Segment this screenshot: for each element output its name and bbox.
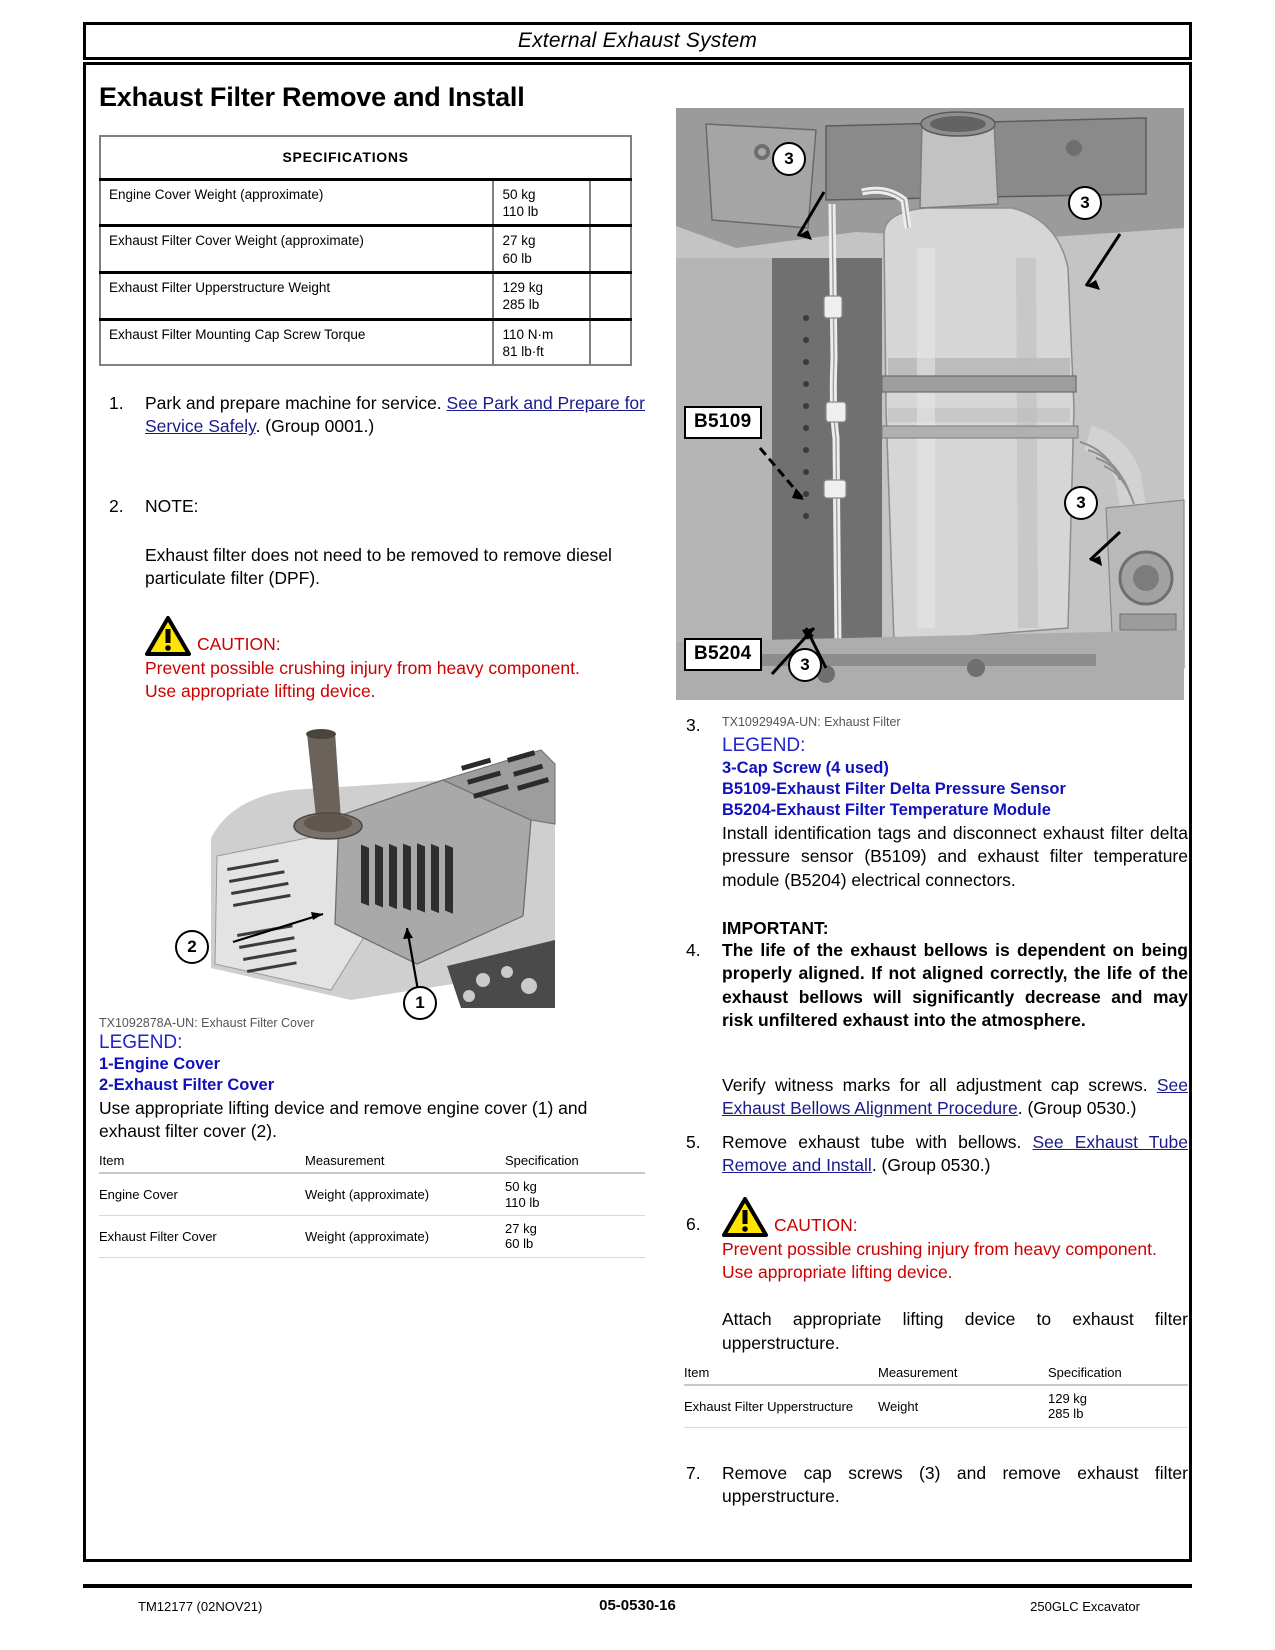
step-5-text xyxy=(722,1131,1188,1178)
page-footer xyxy=(83,1596,1192,1622)
link-exhaust-tube-remove-install[interactable]: See Exhaust Tube Remove and Install xyxy=(722,1131,1188,1175)
mini-spec-imperial: 285 lb xyxy=(1048,1406,1084,1422)
spec-value-imperial: 110 lb xyxy=(502,204,539,220)
exhaust-filter-figure xyxy=(676,108,1188,700)
mini-item: Engine Cover xyxy=(99,1173,305,1215)
spec-value-metric: 110 N·m xyxy=(502,326,554,342)
caution-line-1: Prevent possible crushing injury from heavy component. xyxy=(722,1239,1157,1260)
mini-spec-imperial: 110 lb xyxy=(505,1194,540,1210)
step-2 xyxy=(99,495,645,518)
mini-col-measurement: Measurement xyxy=(305,1153,505,1173)
table-row xyxy=(100,272,631,319)
spec-value-metric: 27 kg xyxy=(502,233,536,249)
exhaust-filter-cover-figure xyxy=(99,728,645,1144)
note-label: NOTE: xyxy=(145,495,199,516)
legend-title: LEGEND: xyxy=(99,1031,183,1053)
link-park-and-prepare[interactable]: See Park and Prepare for Service Safely xyxy=(145,393,645,437)
upperstructure-spec-table xyxy=(684,1365,1188,1428)
step-4-body: The life of the exhaust bellows is dependent on being properly aligned. If not aligned correctly, the life of the exhaust bellows will significantly decrease and may risk unfiltered exhaust into the atmosphere. xyxy=(722,940,1188,1030)
callout-2: 2 xyxy=(175,930,209,964)
specifications-header-spacer xyxy=(590,136,631,179)
spec-row-spacer xyxy=(590,226,631,273)
footer-page-number: 05-0530-16 xyxy=(599,1597,676,1614)
tag-b5204: B5204 xyxy=(684,638,762,671)
spec-label: Exhaust Filter Upperstructure Weight xyxy=(100,272,493,319)
footer-divider xyxy=(83,1584,1192,1588)
figure-body-text: Use appropriate lifting device and remove engine cover (1) and exhaust filter cover (2). xyxy=(99,1097,588,1142)
mini-col-item: Item xyxy=(684,1365,878,1385)
figure-caption: TX1092878A-UN: Exhaust Filter Cover xyxy=(99,1015,315,1030)
engine-cover-spec-table xyxy=(99,1153,645,1257)
mini-item: Exhaust Filter Cover xyxy=(99,1215,305,1257)
mini-measurement: Weight (approximate) xyxy=(305,1215,505,1257)
spec-value xyxy=(493,226,590,273)
footer-model: 250GLC Excavator xyxy=(1030,1599,1140,1614)
table-row xyxy=(684,1385,1188,1427)
mini-col-specification: Specification xyxy=(1048,1365,1188,1385)
callout-3-mid-right: 3 xyxy=(1064,486,1098,520)
mini-spec-metric: 50 kg xyxy=(505,1179,537,1195)
mini-spec xyxy=(505,1215,645,1257)
verify-text-before: Verify witness marks for all adjustment cap screws. xyxy=(722,1075,1148,1096)
spec-label: Engine Cover Weight (approximate) xyxy=(100,179,493,226)
spec-value xyxy=(493,272,590,319)
caution-line-2: Use appropriate lifting device. xyxy=(145,681,376,702)
step-1-text-after: . (Group 0001.) xyxy=(255,416,375,437)
callout-3-top-right: 3 xyxy=(1068,186,1102,220)
spec-value-metric: 50 kg xyxy=(502,186,536,202)
mini-item: Exhaust Filter Upperstructure xyxy=(684,1385,878,1427)
exhaust-filter-cover-illustration xyxy=(211,728,555,1008)
spec-row-spacer xyxy=(590,179,631,226)
spec-value xyxy=(493,319,590,365)
step-7 xyxy=(676,1462,1188,1509)
left-column xyxy=(99,70,645,1258)
table-row xyxy=(99,1215,645,1257)
callout-3-top-left: 3 xyxy=(772,142,806,176)
step-2-number: 2. xyxy=(109,495,124,516)
step-3-number: 3. xyxy=(686,715,701,735)
warning-triangle-icon xyxy=(722,1197,768,1237)
page-title: Exhaust Filter Remove and Install xyxy=(99,82,525,112)
legend-item: 2-Exhaust Filter Cover xyxy=(99,1075,275,1094)
legend-item: B5109-Exhaust Filter Delta Pressure Sensor xyxy=(722,780,1066,798)
note-body: Exhaust filter does not need to be removed to remove diesel particulate filter (DPF). xyxy=(145,544,612,589)
warning-triangle-icon xyxy=(145,616,191,656)
table-row xyxy=(100,179,631,226)
caution-word: CAUTION: xyxy=(774,1215,858,1236)
mini-table-header-row xyxy=(684,1365,1188,1385)
exhaust-filter-illustration xyxy=(676,108,1184,700)
right-column xyxy=(676,70,1188,1508)
mini-measurement: Weight xyxy=(878,1385,1048,1427)
mini-col-specification: Specification xyxy=(505,1153,645,1173)
spec-value-metric: 129 kg xyxy=(502,279,543,295)
spec-label: Exhaust Filter Mounting Cap Screw Torque xyxy=(100,319,493,365)
step-4 xyxy=(676,939,1188,1032)
caution-heading xyxy=(145,616,645,656)
step-6-body: Attach appropriate lifting device to exhaust filter upperstructure. xyxy=(722,1309,1188,1353)
step-1-number: 1. xyxy=(109,393,124,414)
caution-word: CAUTION: xyxy=(197,634,281,655)
step-1-text-before: Park and prepare machine for service. xyxy=(145,393,442,414)
spec-value-imperial: 285 lb xyxy=(502,297,540,313)
verify-text-after: . (Group 0530.) xyxy=(1017,1098,1137,1119)
mini-spec-imperial: 60 lb xyxy=(505,1236,534,1252)
caution-line-2: Use appropriate lifting device. xyxy=(722,1262,953,1283)
mini-measurement: Weight (approximate) xyxy=(305,1173,505,1215)
spec-row-spacer xyxy=(590,272,631,319)
tag-b5109: B5109 xyxy=(684,406,762,439)
step-7-body: Remove cap screws (3) and remove exhaust filter upperstructure. xyxy=(722,1462,1188,1506)
caution-heading xyxy=(722,1197,1188,1237)
step-3-body: Install identification tags and disconnect exhaust filter delta pressure sensor (B5109) and exhaust filter temperature module (B5204) electrical connectors. xyxy=(722,823,1188,890)
important-label: IMPORTANT: xyxy=(722,918,829,939)
figure-caption: TX1092949A-UN: Exhaust Filter xyxy=(722,715,901,729)
exhaust-filter-photo xyxy=(676,108,1184,700)
step-3 xyxy=(676,714,1188,892)
step-6 xyxy=(676,1197,1188,1284)
step-7-number: 7. xyxy=(686,1462,701,1483)
caution-line-1: Prevent possible crushing injury from heavy component. xyxy=(145,658,580,679)
table-row xyxy=(100,319,631,365)
step-4-number: 4. xyxy=(686,940,701,961)
specifications-header-row xyxy=(100,136,631,179)
step-6-number: 6. xyxy=(686,1214,701,1235)
footer-manual-number: TM12177 (02NOV21) xyxy=(138,1599,263,1614)
table-row xyxy=(99,1173,645,1215)
step-1 xyxy=(99,392,645,439)
mini-spec-metric: 129 kg xyxy=(1048,1390,1088,1406)
callout-1: 1 xyxy=(403,986,437,1020)
spec-row-spacer xyxy=(590,319,631,365)
spec-value-imperial: 60 lb xyxy=(502,250,532,266)
caution-block xyxy=(99,616,645,703)
legend-item: 1-Engine Cover xyxy=(99,1054,221,1073)
mini-col-item: Item xyxy=(99,1153,305,1173)
specifications-heading: SPECIFICATIONS xyxy=(100,136,590,179)
step-5-number: 5. xyxy=(686,1131,701,1152)
verify-paragraph xyxy=(676,1074,1188,1121)
specifications-table xyxy=(99,135,632,366)
spec-value-imperial: 81 lb·ft xyxy=(502,343,544,359)
mini-spec xyxy=(1048,1385,1188,1427)
step-5-text-after: . (Group 0530.) xyxy=(871,1154,991,1175)
spec-label: Exhaust Filter Cover Weight (approximate) xyxy=(100,226,493,273)
spec-value xyxy=(493,179,590,226)
table-row xyxy=(100,226,631,273)
exhaust-filter-cover-photo xyxy=(187,728,555,1012)
mini-spec xyxy=(505,1173,645,1215)
legend-item: 3-Cap Screw (4 used) xyxy=(722,758,889,777)
step-5-text-before: Remove exhaust tube with bellows. xyxy=(722,1131,1022,1152)
mini-col-measurement: Measurement xyxy=(878,1365,1048,1385)
mini-spec-metric: 27 kg xyxy=(505,1220,537,1236)
callout-3-bottom: 3 xyxy=(788,648,822,682)
legend-title: LEGEND: xyxy=(722,734,806,756)
legend-item: B5204-Exhaust Filter Temperature Module xyxy=(722,801,1051,820)
link-exhaust-bellows-alignment[interactable]: See Exhaust Bellows Alignment Procedure xyxy=(722,1075,1188,1119)
mini-table-header-row xyxy=(99,1153,645,1173)
page-header xyxy=(83,22,1192,60)
step-1-text xyxy=(145,392,645,439)
header-title: External Exhaust System xyxy=(517,29,758,52)
step-5 xyxy=(676,1131,1188,1178)
